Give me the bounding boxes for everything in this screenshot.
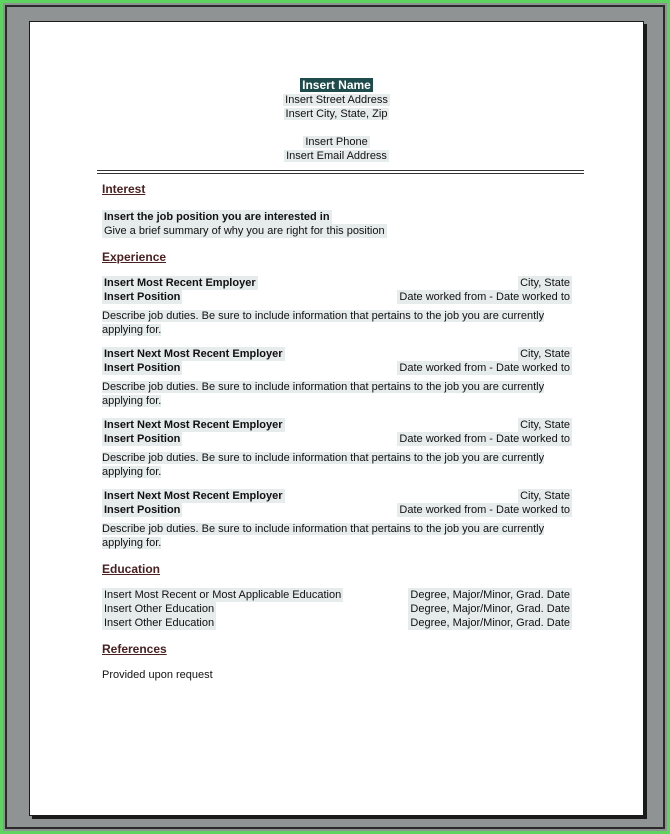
references-heading: References <box>102 642 167 656</box>
experience-item <box>102 276 572 337</box>
job-description-line: Describe job duties. Be sure to include information that pertains to the job you are currently <box>102 310 545 322</box>
experience-item <box>102 347 572 408</box>
interest-section <box>102 182 572 238</box>
dates-field[interactable]: Date worked from - Date worked to <box>399 291 570 303</box>
header-divider <box>97 170 584 174</box>
location-field[interactable]: City, State <box>520 419 570 431</box>
location-field[interactable]: City, State <box>520 277 570 289</box>
email-field[interactable]: Insert Email Address <box>286 150 387 162</box>
job-description[interactable] <box>102 380 572 408</box>
dates-field[interactable]: Date worked from - Date worked to <box>399 504 570 516</box>
job-description-line: applying for. <box>102 466 162 478</box>
experience-item <box>102 418 572 479</box>
job-description[interactable] <box>102 309 572 337</box>
employer-field[interactable]: Insert Next Most Recent Employer <box>104 419 283 431</box>
interest-summary[interactable]: Give a brief summary of why you are right for this position <box>104 225 385 237</box>
education-degree[interactable]: Degree, Major/Minor, Grad. Date <box>410 603 570 615</box>
experience-section <box>102 250 572 550</box>
location-field[interactable]: City, State <box>520 490 570 502</box>
dates-field[interactable]: Date worked from - Date worked to <box>399 433 570 445</box>
references-text[interactable]: Provided upon request <box>102 669 213 681</box>
job-description-line: applying for. <box>102 537 162 549</box>
position-field[interactable]: Insert Position <box>104 362 181 374</box>
name-field[interactable]: Insert Name <box>302 78 371 92</box>
job-description[interactable] <box>102 451 572 479</box>
dates-field[interactable]: Date worked from - Date worked to <box>399 362 570 374</box>
education-school[interactable]: Insert Other Education <box>104 617 215 629</box>
job-description-line: Describe job duties. Be sure to include information that pertains to the job you are currently <box>102 523 545 535</box>
resume-header <box>30 78 643 163</box>
job-description-line: applying for. <box>102 395 162 407</box>
education-school[interactable]: Insert Other Education <box>104 603 215 615</box>
education-section <box>102 562 572 630</box>
education-degree[interactable]: Degree, Major/Minor, Grad. Date <box>410 617 570 629</box>
position-field[interactable]: Insert Position <box>104 433 181 445</box>
job-description-line: Describe job duties. Be sure to include information that pertains to the job you are currently <box>102 452 545 464</box>
interest-position[interactable]: Insert the job position you are interested in <box>104 211 330 223</box>
interest-heading: Interest <box>102 182 146 196</box>
employer-field[interactable]: Insert Next Most Recent Employer <box>104 490 283 502</box>
education-heading: Education <box>102 562 161 576</box>
position-field[interactable]: Insert Position <box>104 291 181 303</box>
street-field[interactable]: Insert Street Address <box>285 94 388 106</box>
experience-item <box>102 489 572 550</box>
city-field[interactable]: Insert City, State, Zip <box>285 108 388 120</box>
position-field[interactable]: Insert Position <box>104 504 181 516</box>
references-section <box>102 642 572 682</box>
education-degree[interactable]: Degree, Major/Minor, Grad. Date <box>410 589 570 601</box>
employer-field[interactable]: Insert Most Recent Employer <box>104 277 256 289</box>
education-school[interactable]: Insert Most Recent or Most Applicable Education <box>104 589 342 601</box>
job-description[interactable] <box>102 522 572 550</box>
employer-field[interactable]: Insert Next Most Recent Employer <box>104 348 283 360</box>
experience-heading: Experience <box>102 250 167 264</box>
resume-page <box>29 21 644 816</box>
resume-body <box>102 182 572 682</box>
job-description-line: Describe job duties. Be sure to include information that pertains to the job you are currently <box>102 381 545 393</box>
location-field[interactable]: City, State <box>520 348 570 360</box>
job-description-line: applying for. <box>102 324 162 336</box>
phone-field[interactable]: Insert Phone <box>305 136 368 148</box>
